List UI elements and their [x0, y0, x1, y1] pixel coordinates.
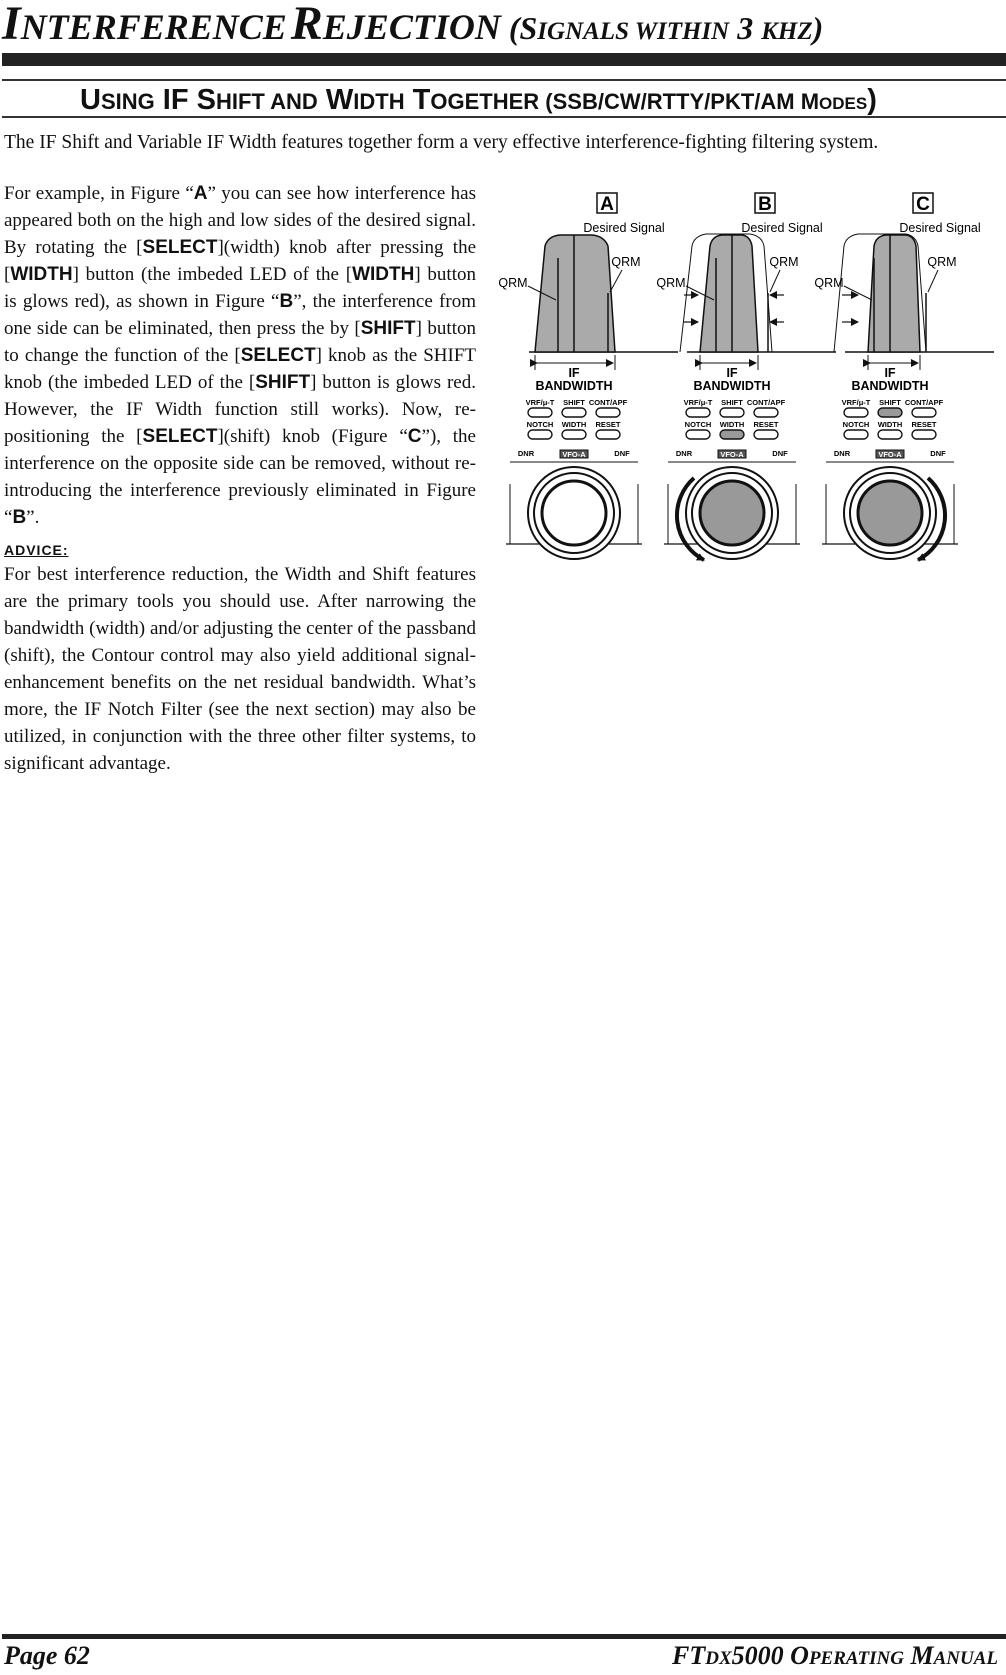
- section-rule-top: [2, 79, 1006, 81]
- button-label: SHIFT: [721, 398, 743, 407]
- button-label: RESET: [595, 420, 621, 429]
- desired-signal-label: Desired Signal: [583, 221, 665, 235]
- button-label: NOTCH: [842, 420, 870, 429]
- body-text: ”), the interference on the opposite side can be removed, without re-introducing the interference previously eliminated in Figure “: [4, 426, 476, 528]
- panel-button: [912, 408, 936, 417]
- panel-button: [596, 430, 620, 439]
- button-label: VFO-A: [562, 450, 586, 459]
- key-label: SELECT: [142, 237, 218, 258]
- bandwidth-label: BANDWIDTH: [851, 379, 929, 393]
- qrm-right-leader: [770, 270, 780, 292]
- button-label: VFO-A: [878, 450, 902, 459]
- chapter-title-part: EJECTION: [322, 7, 501, 47]
- button-label: RESET: [911, 420, 937, 429]
- qrm-right-label: QRM: [769, 255, 799, 269]
- section-title-part: SING: [100, 89, 155, 114]
- panel-button: [562, 430, 586, 439]
- panel-letter: A: [600, 194, 614, 215]
- qrm-right-label: QRM: [611, 255, 641, 269]
- chapter-title-part: I: [2, 0, 21, 50]
- panel-button: [912, 430, 936, 439]
- body-column: [4, 180, 476, 777]
- button-label: VRF/μ-T: [841, 398, 871, 407]
- manual-title-part: M: [903, 1641, 934, 1670]
- figure-panel-a: [498, 193, 678, 559]
- button-label: CONT/APF: [588, 398, 628, 407]
- section-title-part: IDTH: [353, 89, 405, 114]
- body-text: ] button to change the function of the [: [4, 318, 476, 366]
- section-title-part: U: [80, 84, 101, 116]
- button-label: CONT/APF: [904, 398, 944, 407]
- button-label: WIDTH: [561, 420, 587, 429]
- panel-button: [596, 408, 620, 417]
- button-label: RESET: [753, 420, 779, 429]
- chapter-title-part: 3: [729, 10, 762, 46]
- key-label: WIDTH: [352, 264, 415, 285]
- body-text: ](width) knob after pressing the [: [4, 237, 476, 285]
- section-rule-bottom: [2, 116, 1006, 118]
- chapter-title-part: R: [290, 0, 323, 50]
- figure-panel-c: [814, 193, 994, 560]
- body-text: ] knob as the SHIFT knob (the imbeded LED of the [: [4, 345, 476, 393]
- advice-heading: ADVICE:: [4, 542, 69, 558]
- select-knob: [858, 481, 922, 545]
- panel-button: [844, 430, 868, 439]
- button-label: DNR: [833, 449, 851, 458]
- panel-button: [754, 408, 778, 417]
- panel-button: [686, 430, 710, 439]
- key-label: A: [193, 183, 208, 204]
- qrm-right-leader: [928, 270, 938, 292]
- desired-signal-label: Desired Signal: [899, 221, 981, 235]
- key-label: WIDTH: [10, 264, 73, 285]
- header-bar: [2, 53, 1006, 66]
- page-number: Page 62: [4, 1641, 90, 1670]
- button-label: NOTCH: [684, 420, 712, 429]
- panel-button: [844, 408, 868, 417]
- qrm-left-label: QRM: [814, 276, 844, 290]
- section-title-part: OGETHER: [430, 89, 540, 114]
- section-title-part: M: [800, 89, 820, 114]
- if-label: IF: [884, 366, 896, 380]
- manual-title-part: ANUAL: [933, 1648, 998, 1669]
- bandwidth-label: BANDWIDTH: [535, 379, 613, 393]
- section-title-part: (SSB/CW/RTTY/PKT/AM: [539, 89, 801, 114]
- chapter-title-part: (: [500, 10, 520, 46]
- select-knob: [542, 481, 606, 545]
- shifted-passband-shape: [868, 235, 920, 352]
- body-text: ] button (the imbeded LED of the [: [72, 264, 353, 285]
- button-label: VRF/μ-T: [525, 398, 555, 407]
- manual-title-part: PERATING: [808, 1648, 904, 1669]
- button-label: WIDTH: [877, 420, 903, 429]
- button-label: VRF/μ-T: [683, 398, 713, 407]
- section-title: [80, 86, 877, 115]
- if-label: IF: [726, 366, 738, 380]
- button-label: DNR: [675, 449, 693, 458]
- panel-letter: B: [758, 194, 772, 215]
- figure-svg: [498, 188, 1006, 608]
- body-text: ] button is glows red. However, the IF Width function still works). Now, re-positioning the [: [4, 372, 476, 447]
- advice-paragraph: For best interference reduction, the Width and Shift features are the primary tools you should use. After narrowing the bandwidth (width) and/or adjusting the center of the passband (shift), the Contour control may also yield additional signal-enhancement benefits on the net residual bandwidth. What’s more, the IF Notch Filter (see the next section) may also be utilized, in conjunction with the three other filter systems, to significant advantage.: [4, 564, 476, 774]
- body-text: For example, in Figure “: [4, 183, 194, 204]
- chapter-title-part: ): [812, 10, 824, 46]
- section-title-part: T: [404, 84, 431, 116]
- panel-button: [878, 430, 902, 439]
- footer-rule: [2, 1634, 1006, 1639]
- button-label: DNF: [930, 449, 946, 458]
- qrm-left-label: QRM: [498, 276, 528, 290]
- chapter-title-part: S: [519, 10, 538, 46]
- intro-paragraph: The IF Shift and Variable IF Width features together form a very effective interference-fighting filtering system.: [4, 132, 879, 153]
- body-text: ](shift) knob (Figure “: [217, 426, 408, 447]
- key-label: SHIFT: [255, 372, 311, 393]
- manual-title-part: DX: [705, 1648, 732, 1669]
- button-label: SHIFT: [879, 398, 901, 407]
- body-text: ”, the interference from one side can be eliminated, then press the by [: [4, 291, 476, 339]
- panel-button: [878, 408, 902, 417]
- section-title-part: S: [196, 84, 216, 116]
- section-title-part: IF: [154, 84, 197, 116]
- panel-button: [528, 430, 552, 439]
- qrm-left-label: QRM: [656, 276, 686, 290]
- if-label: IF: [568, 366, 580, 380]
- chapter-title: [2, 0, 823, 48]
- button-label: DNF: [772, 449, 788, 458]
- button-label: VFO-A: [720, 450, 744, 459]
- panel-button: [720, 408, 744, 417]
- chapter-title-part: IGNALS WITHIN: [537, 18, 730, 45]
- panel-button: [720, 430, 744, 439]
- if-shift-width-figure: [498, 188, 1006, 608]
- narrowed-passband-shape: [700, 235, 758, 352]
- section-title-part: ): [867, 84, 877, 116]
- manual-title: [672, 1643, 998, 1669]
- button-label: SHIFT: [563, 398, 585, 407]
- panel-letter: C: [916, 194, 930, 215]
- button-label: WIDTH: [719, 420, 745, 429]
- manual-title-part: FT: [672, 1641, 706, 1670]
- body-text: ] button is glows red), as shown in Figure “: [4, 264, 476, 312]
- section-title-part: W: [317, 84, 354, 116]
- body-paragraph: [4, 180, 476, 531]
- panel-button: [754, 430, 778, 439]
- button-label: CONT/APF: [746, 398, 786, 407]
- desired-signal-label: Desired Signal: [741, 221, 823, 235]
- qrm-right-label: QRM: [927, 255, 957, 269]
- section-title-part: HIFT AND: [215, 89, 318, 114]
- chapter-title-part: KHZ: [761, 18, 813, 45]
- qrm-left-leader: [844, 286, 872, 300]
- body-text: ” you can see how interference has appeared both on the high and low sides of the desired signal. By rotating the [: [4, 183, 477, 258]
- manual-title-part: 5000 O: [731, 1641, 809, 1670]
- key-label: SHIFT: [360, 318, 416, 339]
- button-label: DNF: [614, 449, 630, 458]
- key-label: C: [407, 426, 422, 447]
- button-label: NOTCH: [526, 420, 554, 429]
- section-title-part: ODES: [819, 94, 868, 113]
- key-label: SELECT: [240, 345, 316, 366]
- bandwidth-label: BANDWIDTH: [693, 379, 771, 393]
- key-label: B: [12, 507, 27, 528]
- qrm-right-leader: [610, 270, 622, 292]
- key-label: SELECT: [142, 426, 218, 447]
- body-text: ”.: [26, 507, 40, 528]
- button-label: DNR: [517, 449, 535, 458]
- select-knob: [700, 481, 764, 545]
- panel-button: [686, 408, 710, 417]
- passband-shape: [535, 235, 615, 352]
- figure-panel-b: [656, 193, 836, 560]
- key-label: B: [279, 291, 294, 312]
- panel-button: [528, 408, 552, 417]
- panel-button: [562, 408, 586, 417]
- chapter-title-part: NTERFERENCE: [20, 7, 287, 47]
